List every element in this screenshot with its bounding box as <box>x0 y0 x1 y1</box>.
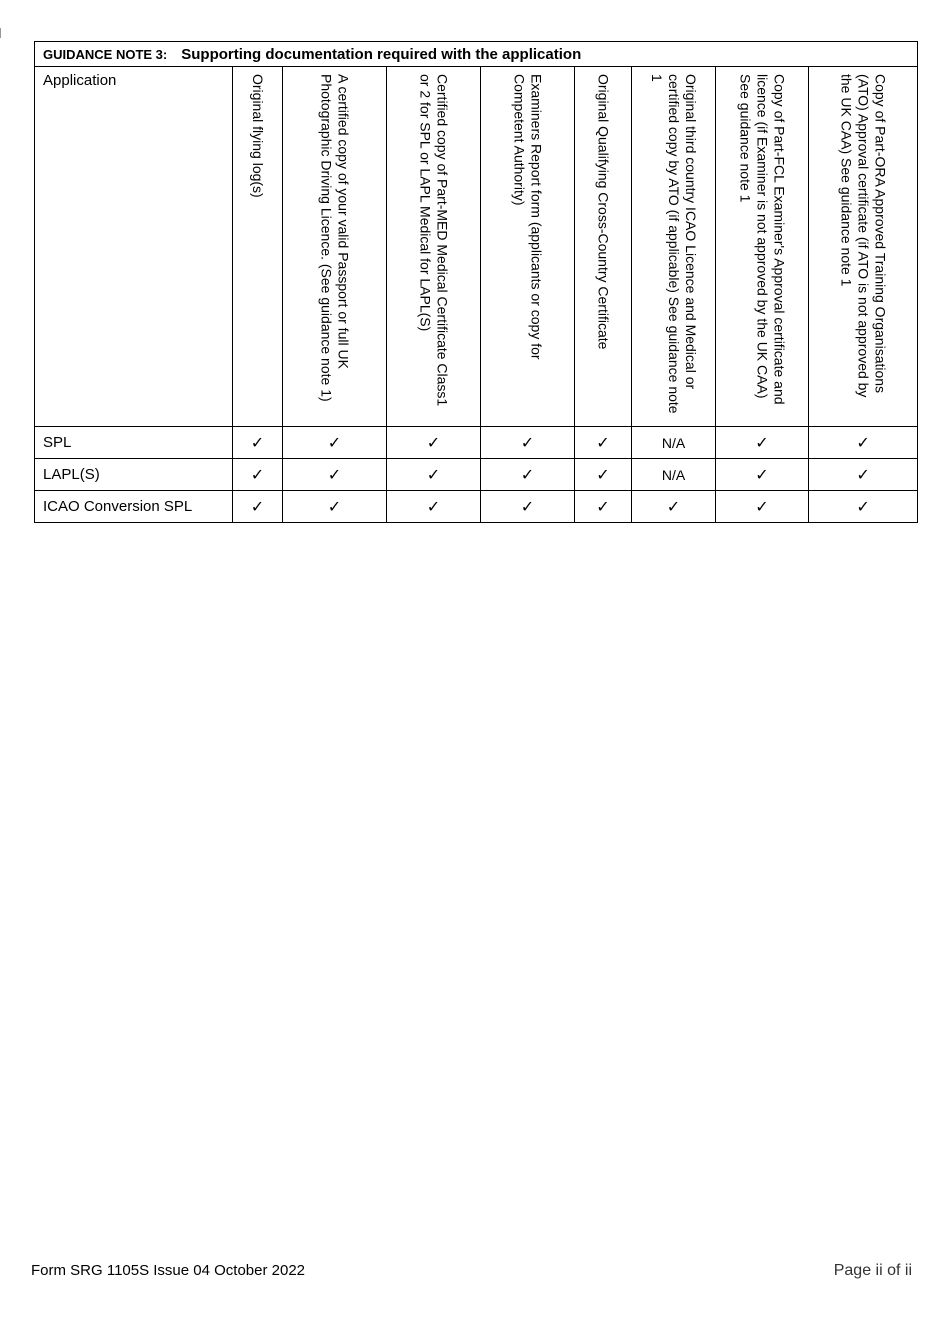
not-applicable-mark: N/A <box>632 427 716 459</box>
row-label: SPL <box>35 427 233 459</box>
column-header-text: Original Qualifying Cross-Country Certificate <box>595 74 612 350</box>
check-mark: ✓ <box>716 491 809 523</box>
column-header-text: Copy of Part-FCL Examiner's Approval certificate and licence (if Examiner is not approved by the UK CAA) See guidance note 1 <box>737 74 788 405</box>
check-mark: ✓ <box>283 459 387 491</box>
page-edge-mark <box>0 28 4 38</box>
column-header-text: Certified copy of Part-MED Medical Certificate Class1 or 2 for SPL or LAPL Medical for LAPL(S) <box>417 74 451 407</box>
check-mark: ✓ <box>716 427 809 459</box>
check-mark: ✓ <box>481 491 575 523</box>
guidance-title-bar <box>35 42 918 67</box>
check-mark: ✓ <box>233 491 283 523</box>
check-mark: ✓ <box>809 427 918 459</box>
row-label: ICAO Conversion SPL <box>35 491 233 523</box>
guidance-table <box>34 41 918 523</box>
check-mark: ✓ <box>809 459 918 491</box>
not-applicable-mark: N/A <box>632 459 716 491</box>
check-mark: ✓ <box>575 491 632 523</box>
column-header-text: Examiners Report form (applicants or copy for Competent Authority) <box>511 74 545 360</box>
form-reference: Form SRG 1105S Issue 04 October 2022 <box>31 1262 306 1279</box>
table-row <box>35 459 918 491</box>
column-header <box>233 67 283 427</box>
check-mark: ✓ <box>716 459 809 491</box>
column-header <box>809 67 918 427</box>
check-mark: ✓ <box>809 491 918 523</box>
column-header-text: A certified copy of your valid Passport or full UK Photographic Driving Licence. (See guidance note 1) <box>318 74 352 402</box>
column-header <box>481 67 575 427</box>
check-mark: ✓ <box>481 459 575 491</box>
column-header <box>387 67 481 427</box>
column-header-text: Original third country ICAO Licence and Medical or certified copy by ATO (if applicable) See guidance note 1 <box>649 74 699 414</box>
column-header-text: Original flying log(s) <box>250 74 266 198</box>
check-mark: ✓ <box>632 491 716 523</box>
check-mark: ✓ <box>387 491 481 523</box>
check-mark: ✓ <box>233 459 283 491</box>
table-row <box>35 427 918 459</box>
check-mark: ✓ <box>283 427 387 459</box>
application-header: Application <box>35 67 233 427</box>
check-mark: ✓ <box>387 459 481 491</box>
column-header <box>575 67 632 427</box>
row-label: LAPL(S) <box>35 459 233 491</box>
column-header-row <box>35 67 918 427</box>
guidance-note-label: GUIDANCE NOTE 3: <box>43 46 168 62</box>
column-header <box>716 67 809 427</box>
check-mark: ✓ <box>481 427 575 459</box>
check-mark: ✓ <box>283 491 387 523</box>
guidance-note-title: Supporting documentation required with the application <box>181 45 582 63</box>
check-mark: ✓ <box>233 427 283 459</box>
column-header-text: Copy of Part-ORA Approved Training Organisations (ATO) Approval certificate (if ATO is not approved by the UK CAA) See guidance note 1 <box>838 74 889 398</box>
page-number: Page ii of ii <box>833 1262 912 1279</box>
column-header <box>632 67 716 427</box>
check-mark: ✓ <box>575 459 632 491</box>
column-header <box>283 67 387 427</box>
table-row <box>35 491 918 523</box>
check-mark: ✓ <box>575 427 632 459</box>
check-mark: ✓ <box>387 427 481 459</box>
